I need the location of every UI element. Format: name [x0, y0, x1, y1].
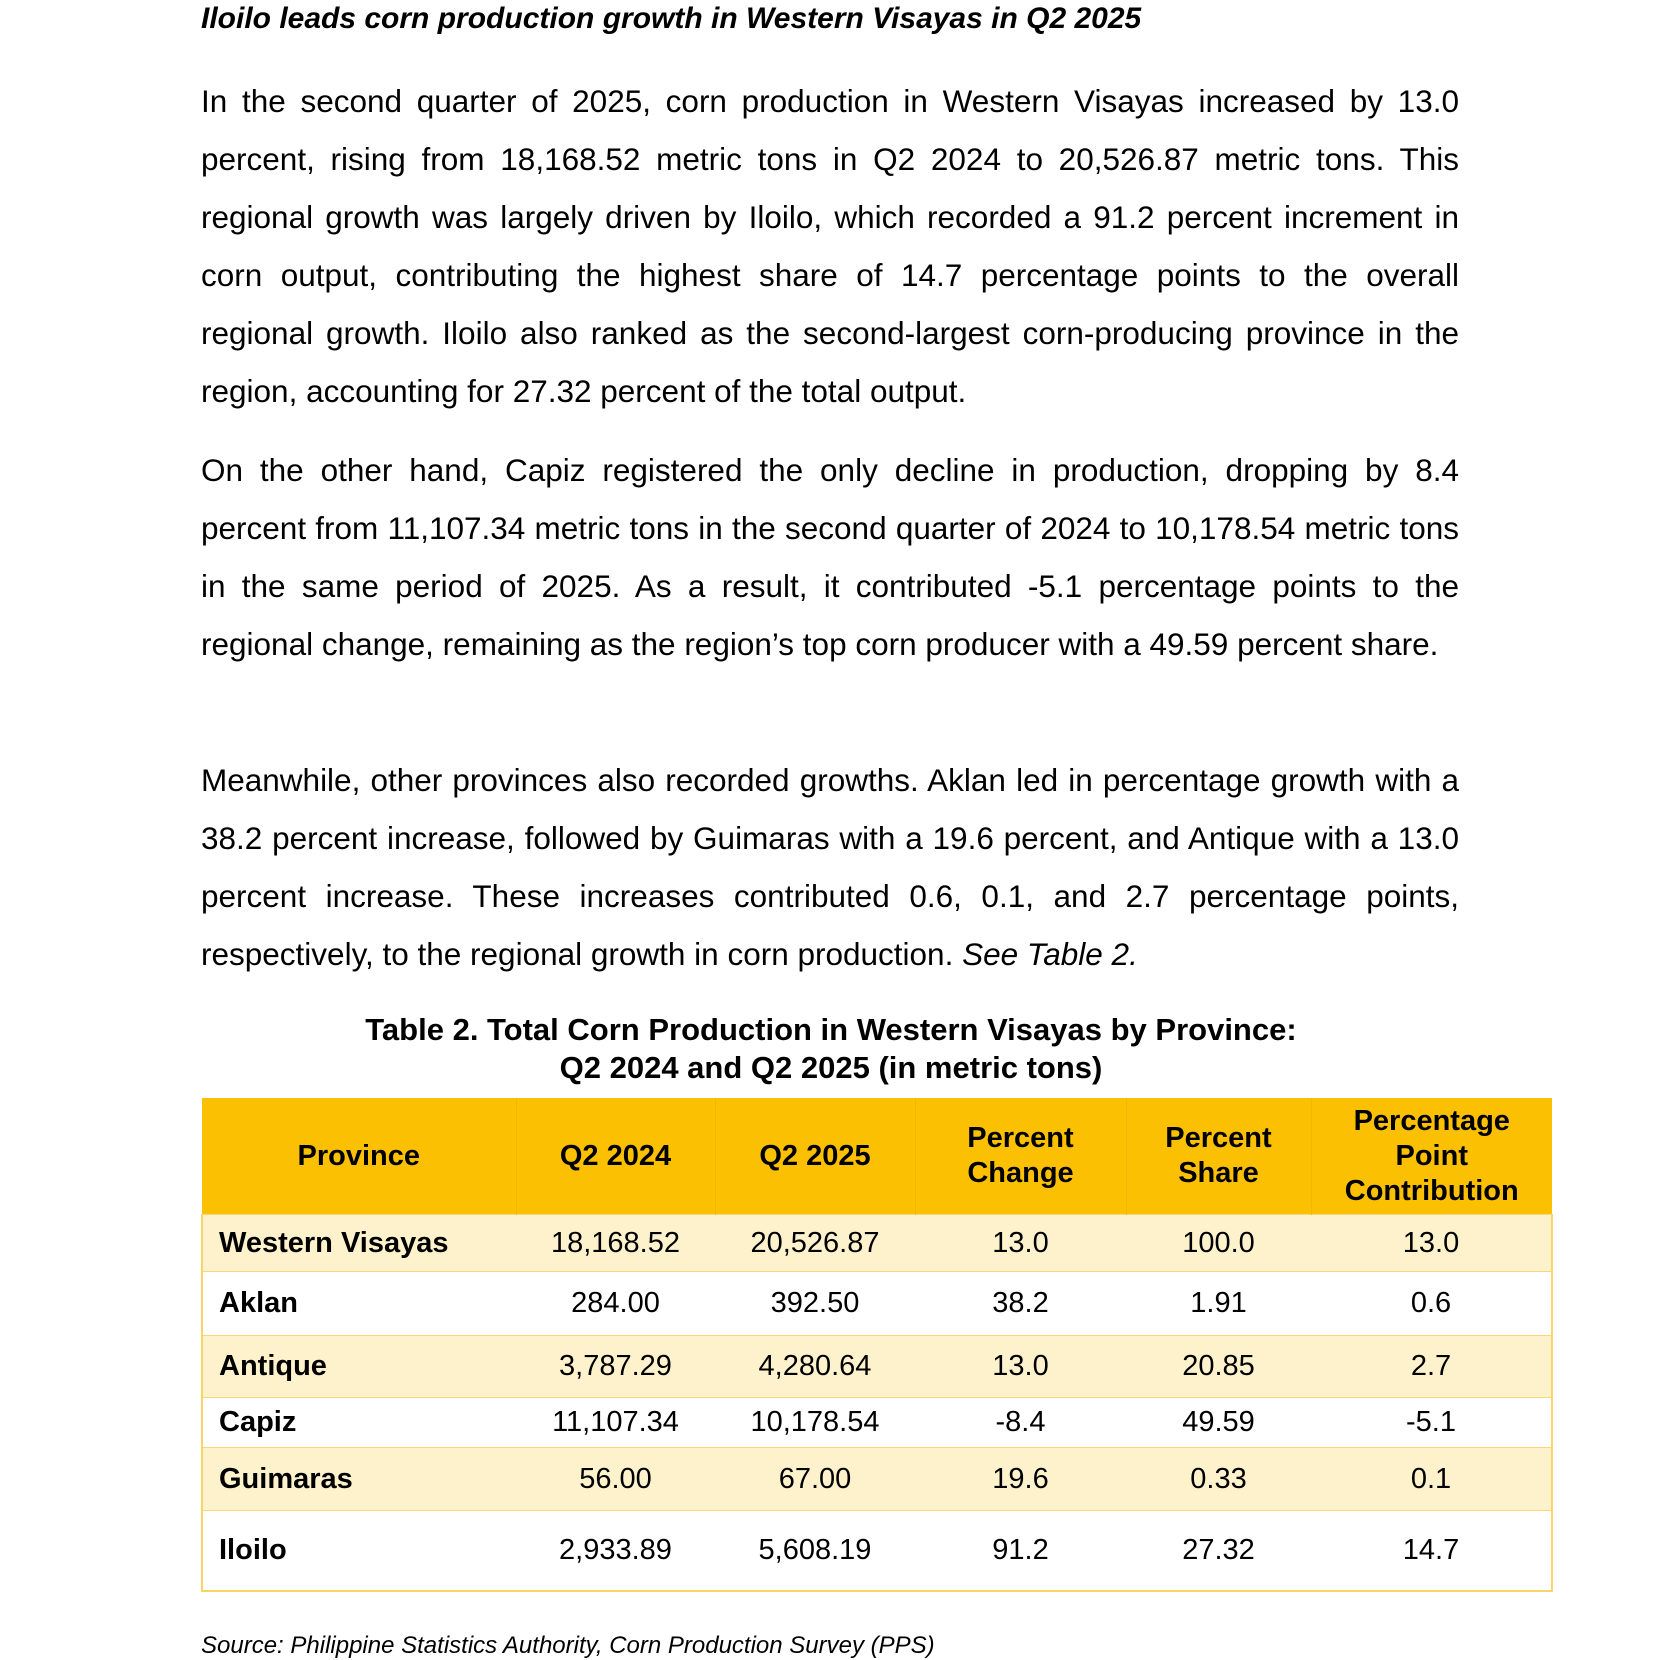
table-header-row — [202, 1098, 1552, 1215]
cell-q2-2025: 67.00 — [715, 1448, 915, 1511]
table-reference: See Table 2. — [962, 936, 1138, 972]
cell-q2-2025: 4,280.64 — [715, 1336, 915, 1398]
cell-q2-2025: 20,526.87 — [715, 1215, 915, 1272]
cell-percent-share: 49.59 — [1126, 1398, 1311, 1448]
cell-province: Antique — [202, 1336, 516, 1398]
cell-percent-change: -8.4 — [915, 1398, 1126, 1448]
cell-q2-2025: 5,608.19 — [715, 1511, 915, 1591]
header-pp-contribution: Percentage Point Contribution — [1311, 1098, 1552, 1215]
paragraph-regional-growth: In the second quarter of 2025, corn production in Western Visayas increased by 13.0 percent, rising from 18,168.52 metric tons in Q2 2024 to 20,526.87 metric tons. This regional growth was largely driven by Iloilo, which recorded a 91.2 percent increment in corn output, contributing the highest share of 14.7 percentage points to the overall regional growth. Iloilo also ranked as the second-largest corn-producing province in the region, accounting for 27.32 percent of the total output. — [201, 83, 1459, 409]
article-headline: Iloilo leads corn production growth in Western Visayas in Q2 2025 — [201, 2, 1142, 35]
corn-production-table — [201, 1098, 1553, 1592]
cell-province: Guimaras — [202, 1448, 516, 1511]
cell-q2-2024: 18,168.52 — [516, 1215, 715, 1272]
cell-province: Capiz — [202, 1398, 516, 1448]
cell-percent-change: 91.2 — [915, 1511, 1126, 1591]
table-row-capiz — [202, 1398, 1552, 1448]
cell-pp-contribution: 14.7 — [1311, 1511, 1552, 1591]
paragraph-capiz-decline: On the other hand, Capiz registered the only decline in production, dropping by 8.4 percent from 11,107.34 metric tons in the second quarter of 2024 to 10,178.54 metric tons in the same period of 2025. As a result, it contributed -5.1 percentage points to the regional change, remaining as the region’s top corn producer with a 49.59 percent share. — [201, 452, 1459, 662]
table-title-line-1: Table 2. Total Corn Production in Western Visayas by Province: — [365, 1012, 1297, 1047]
cell-pp-contribution: 0.6 — [1311, 1272, 1552, 1336]
header-percent-share: Percent Share — [1126, 1098, 1311, 1215]
cell-q2-2025: 392.50 — [715, 1272, 915, 1336]
cell-pp-contribution: -5.1 — [1311, 1398, 1552, 1448]
cell-q2-2024: 11,107.34 — [516, 1398, 715, 1448]
cell-percent-change: 13.0 — [915, 1215, 1126, 1272]
header-percent-change: Percent Change — [915, 1098, 1126, 1215]
header-province: Province — [202, 1098, 516, 1215]
cell-q2-2024: 56.00 — [516, 1448, 715, 1511]
cell-percent-share: 27.32 — [1126, 1511, 1311, 1591]
cell-q2-2024: 3,787.29 — [516, 1336, 715, 1398]
table-row-iloilo — [202, 1511, 1552, 1591]
cell-percent-change: 38.2 — [915, 1272, 1126, 1336]
paragraph-other-provinces — [201, 751, 1459, 983]
table-title — [201, 1011, 1461, 1087]
cell-pp-contribution: 2.7 — [1311, 1336, 1552, 1398]
paragraph-other-provinces-text: Meanwhile, other provinces also recorded growths. Aklan led in percentage growth with a 38.2 percent increase, followed by Guimaras with a 19.6 percent, and Antique with a 13.0 percent increase. These increases contributed 0.6, 0.1, and 2.7 percentage points, respectively, to the regional growth in corn production. — [201, 762, 1459, 972]
table-row-western-visayas — [202, 1215, 1552, 1272]
table-row-aklan — [202, 1272, 1552, 1336]
cell-pp-contribution: 0.1 — [1311, 1448, 1552, 1511]
header-q2-2025: Q2 2025 — [715, 1098, 915, 1215]
source-note: Source: Philippine Statistics Authority, Corn Production Survey (PPS) — [201, 1632, 935, 1659]
cell-q2-2024: 2,933.89 — [516, 1511, 715, 1591]
cell-province: Iloilo — [202, 1511, 516, 1591]
table-row-antique — [202, 1336, 1552, 1398]
header-q2-2024: Q2 2024 — [516, 1098, 715, 1215]
cell-q2-2024: 284.00 — [516, 1272, 715, 1336]
table-title-line-2: Q2 2024 and Q2 2025 (in metric tons) — [559, 1050, 1103, 1085]
cell-province: Aklan — [202, 1272, 516, 1336]
cell-province: Western Visayas — [202, 1215, 516, 1272]
cell-percent-share: 0.33 — [1126, 1448, 1311, 1511]
cell-percent-change: 19.6 — [915, 1448, 1126, 1511]
cell-pp-contribution: 13.0 — [1311, 1215, 1552, 1272]
cell-percent-change: 13.0 — [915, 1336, 1126, 1398]
cell-q2-2025: 10,178.54 — [715, 1398, 915, 1448]
cell-percent-share: 1.91 — [1126, 1272, 1311, 1336]
cell-percent-share: 100.0 — [1126, 1215, 1311, 1272]
cell-percent-share: 20.85 — [1126, 1336, 1311, 1398]
table-row-guimaras — [202, 1448, 1552, 1511]
